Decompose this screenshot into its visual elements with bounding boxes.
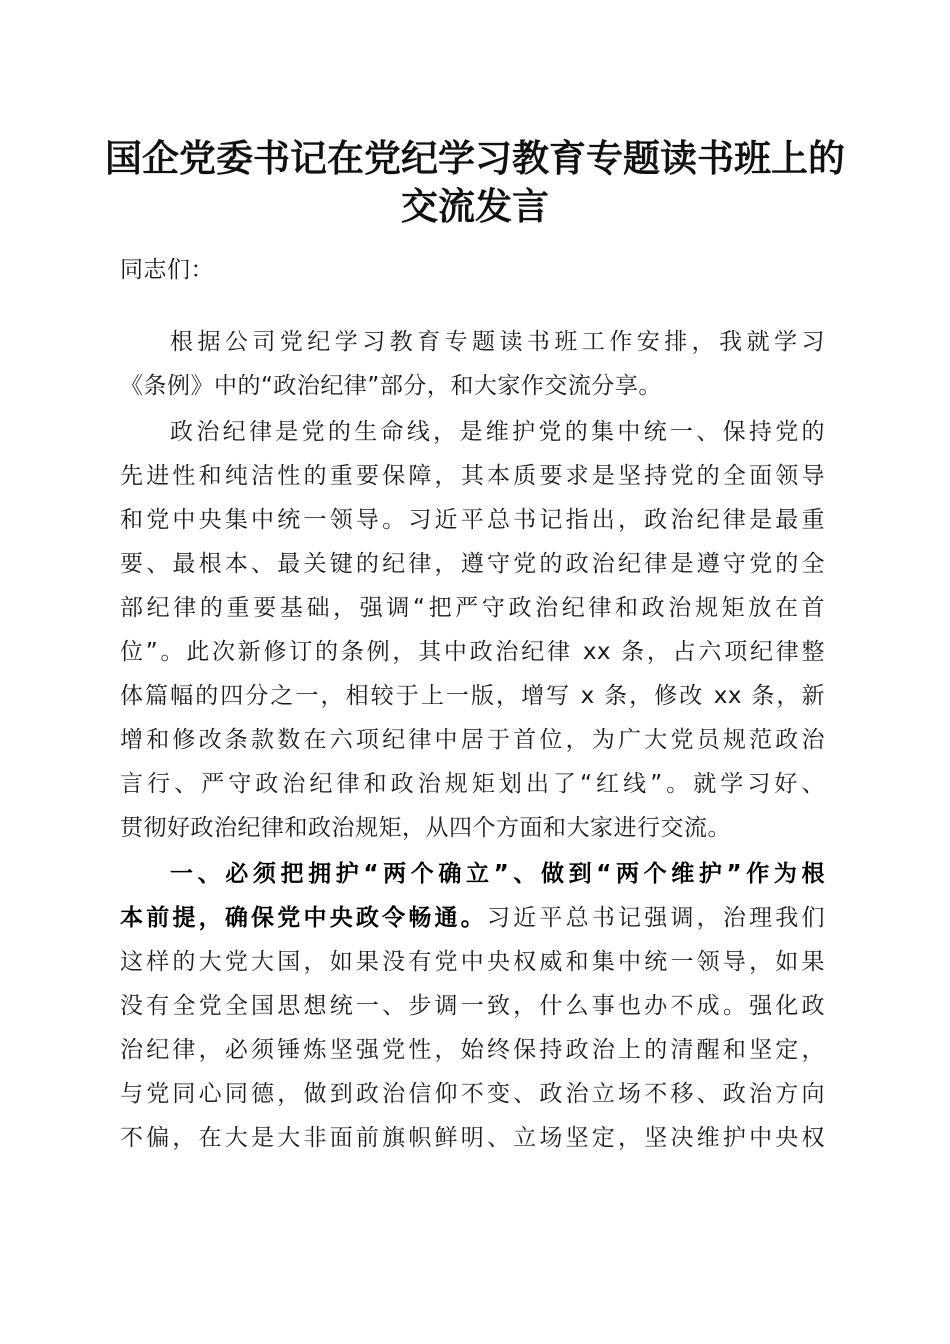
paragraph-2-line-3: 和党中央集中统一领导。习近平总书记指出，政治纪律是最重: [120, 507, 825, 533]
paragraph-3-line-2: [120, 896, 825, 940]
paragraph-2-line-9: 言行、严守政治纪律和政治规矩划出了“红线”。就学习好、: [120, 771, 825, 797]
paragraph-3-line-2-text: 习近平总书记强调，治理我们: [486, 905, 826, 931]
paragraph-2-line-5: 部纪律的重要基础，强调“把严守政治纪律和政治规矩放在首: [120, 595, 825, 621]
paragraph-2-line-6: 位”。此次新修订的条例，其中政治纪律 xx 条，占六项纪律整: [120, 639, 825, 665]
paragraph-2-line-2: 先进性和纯洁性的重要保障，其本质要求是坚持党的全面领导: [120, 463, 825, 489]
paragraph-3-line-4: 没有全党全国思想统一、步调一致，什么事也办不成。强化政: [120, 993, 825, 1019]
section-1-heading-part-1: 一、必须把拥护“两个确立”、做到“两个维护”作为根: [170, 861, 825, 887]
paragraph-3-line-6: 与党同心同德，做到政治信仰不变、政治立场不移、政治方向: [120, 1081, 825, 1107]
document-title-line-1: 国企党委书记在党纪学习教育专题读书班上的: [105, 136, 845, 180]
paragraph-3-line-7: 不偏，在大是大非面前旗帜鲜明、立场坚定，坚决维护中央权: [120, 1125, 825, 1151]
paragraph-1-line-1: 根据公司党纪学习教育专题读书班工作安排，我就学习: [170, 329, 825, 355]
paragraph-2-line-8: 增和修改条款数在六项纪律中居于首位，为广大党员规范政治: [120, 727, 825, 753]
salutation: 同志们：: [120, 257, 214, 283]
paragraph-1-line-2: 《条例》中的“政治纪律”部分，和大家作交流分享。: [120, 373, 662, 399]
paragraph-2-line-7: 体篇幅的四分之一，相较于上一版，增写 x 条，修改 xx 条，新: [120, 683, 825, 709]
paragraph-3-line-3: 这样的大党大国，如果没有党中央权威和集中统一领导，如果: [120, 949, 825, 975]
paragraph-2-line-1: 政治纪律是党的生命线，是维护党的集中统一、保持党的: [170, 419, 825, 445]
section-1-heading-part-2: 本前提，确保党中央政令畅通。: [120, 905, 487, 931]
paragraph-3-line-5: 治纪律，必须锤炼坚强党性，始终保持政治上的清醒和坚定，: [120, 1037, 825, 1063]
document-title-line-2: 交流发言: [401, 184, 549, 228]
paragraph-2-line-4: 要、最根本、最关键的纪律，遵守党的政治纪律是遵守党的全: [120, 551, 825, 577]
paragraph-3-line-1: [170, 852, 825, 896]
paragraph-2-line-10: 贯彻好政治纪律和政治规矩，从四个方面和大家进行交流。: [120, 815, 731, 841]
